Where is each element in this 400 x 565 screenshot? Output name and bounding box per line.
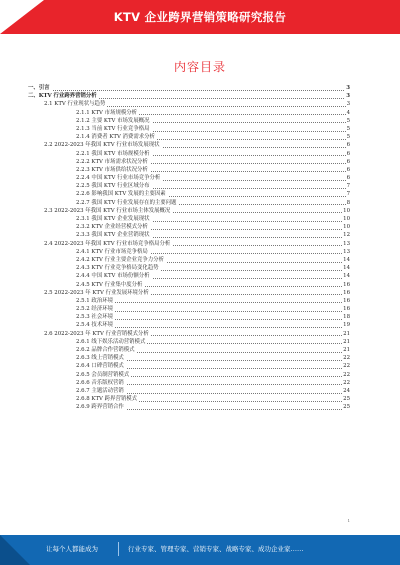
toc-entry[interactable] bbox=[28, 125, 350, 133]
toc-entry-label: 2.5 2022-2023 年 KTV 行业发展环境分析 bbox=[44, 289, 149, 296]
toc-entry-label: 2.6.5 会员制营销模式 bbox=[76, 371, 130, 378]
toc-entry-label: 2.5.3 社会环境 bbox=[76, 314, 113, 321]
toc-entry-label: 2.5.2 经济环境 bbox=[76, 306, 113, 313]
toc-entry[interactable] bbox=[28, 141, 350, 149]
toc-entry-label: 2.3.3 我国 KTV 企业营销现状 bbox=[76, 232, 150, 239]
toc-entry-page: 22 bbox=[343, 363, 350, 370]
toc-entry-label: 2.1 KTV 行业现状与趋势 bbox=[44, 101, 106, 108]
toc-entry-label: 2.2.3 KTV 市场供给状况分析 bbox=[76, 166, 148, 173]
toc-entry[interactable] bbox=[28, 264, 350, 272]
toc-leader-dots bbox=[76, 302, 350, 303]
toc-entry-page: 19 bbox=[343, 322, 350, 329]
toc-entry-label: 2.4.3 KTV 行业竞争格局变化趋势 bbox=[76, 265, 159, 272]
report-title: KTV 企业跨界营销策略研究报告 bbox=[113, 10, 287, 24]
toc-entry-label: 2.4.1 KTV 行业市场竞争格局 bbox=[76, 248, 148, 255]
toc-entry-page: 21 bbox=[343, 338, 350, 345]
toc-entry-label: 2.2.7 我国 KTV 行业发展存在的主要问题 bbox=[76, 199, 177, 206]
toc-entry-label: 2.3.1 我国 KTV 企业发展现状 bbox=[76, 216, 150, 222]
toc-entry-label: 2.4.5 KTV 行业集中度分析 bbox=[76, 281, 143, 288]
toc-entry[interactable] bbox=[28, 281, 350, 289]
toc-entry-page: 5 bbox=[346, 134, 350, 141]
toc-entry[interactable] bbox=[28, 305, 350, 313]
page-number: 1 bbox=[347, 518, 350, 523]
toc-entry-label: 2.2 2022-2023 年我国 KTV 行业市场发展现状 bbox=[44, 142, 160, 149]
toc-entry-page: 13 bbox=[343, 240, 350, 247]
toc-entry-label: 2.6 2022-2023 年 KTV 行业营销模式分析 bbox=[44, 330, 149, 337]
toc-entry[interactable] bbox=[28, 84, 350, 92]
toc-entry[interactable] bbox=[28, 240, 350, 248]
toc-entry-page: 16 bbox=[343, 297, 350, 304]
toc-entry-page: 6 bbox=[346, 175, 350, 182]
toc-entry-page: 3 bbox=[346, 101, 350, 108]
toc-entry-page: 3 bbox=[346, 85, 350, 91]
footer-divider bbox=[118, 542, 119, 556]
toc-entry-label: 2.3.2 KTV 企业经营模式分析 bbox=[76, 224, 148, 231]
toc-entry-label: 2.2.6 影响我国 KTV 发展的主要因素 bbox=[76, 191, 166, 198]
toc-entry-label: 2.2.2 KTV 市场需求状况分析 bbox=[76, 158, 148, 165]
toc-entry-page: 8 bbox=[346, 199, 350, 206]
toc-entry-page: 7 bbox=[346, 191, 350, 198]
toc-leader-dots bbox=[76, 327, 350, 328]
toc-entry[interactable] bbox=[28, 174, 350, 182]
toc-entry[interactable] bbox=[28, 289, 350, 297]
toc-entry-page: 12 bbox=[343, 232, 350, 239]
toc-entry[interactable] bbox=[28, 256, 350, 264]
toc-entry[interactable] bbox=[28, 313, 350, 321]
toc-entry[interactable] bbox=[28, 182, 350, 190]
toc-entry-page: 21 bbox=[343, 330, 350, 337]
toc-entry[interactable] bbox=[28, 158, 350, 166]
toc-entry-page: 3 bbox=[346, 93, 350, 100]
toc-entry-label: 2.3 2022-2023 年我国 KTV 行业市场主体发展概况 bbox=[44, 207, 171, 214]
toc-entry-label: 2.2.1 我国 KTV 市场规模分析 bbox=[76, 150, 150, 157]
toc-entry-page: 13 bbox=[343, 248, 350, 255]
toc-entry-label: 2.6.3 线上营销模式 bbox=[76, 355, 124, 362]
toc-entry[interactable] bbox=[28, 248, 350, 256]
toc-entry-label: 2.2.4 中国 KTV 行业市场竞争分析 bbox=[76, 175, 161, 182]
toc-entry-page: 6 bbox=[346, 158, 350, 165]
toc-entry-label: 2.6.8 KTV 跨界营销模式 bbox=[76, 396, 138, 403]
toc-entry[interactable] bbox=[28, 321, 350, 329]
toc-entry-page: 18 bbox=[343, 314, 350, 321]
toc-entry-label: 2.1.4 消费者 KTV 消费需求分析 bbox=[76, 134, 155, 141]
toc-entry[interactable] bbox=[28, 223, 350, 231]
toc-entry-page: 6 bbox=[346, 150, 350, 157]
toc-entry-label: 二、KTV 行业跨界营销分析 bbox=[28, 93, 97, 100]
toc-entry[interactable] bbox=[28, 338, 350, 346]
toc-entry-page: 25 bbox=[343, 396, 350, 403]
footer-corner-decoration bbox=[0, 535, 30, 565]
toc-leader-dots bbox=[76, 319, 350, 320]
toc-entry-page: 4 bbox=[346, 109, 350, 116]
toc-entry-page: 22 bbox=[343, 379, 350, 386]
toc-entry-page: 6 bbox=[346, 166, 350, 173]
toc-entry-page: 21 bbox=[343, 347, 350, 353]
toc-entry[interactable] bbox=[28, 109, 350, 117]
toc-leader-dots bbox=[76, 311, 350, 312]
toc-leader-dots bbox=[28, 90, 350, 91]
toc-entry[interactable] bbox=[28, 100, 350, 108]
toc-entry[interactable] bbox=[28, 231, 350, 239]
toc-entry-label: 2.6.2 品牌合作营销模式 bbox=[76, 347, 135, 353]
toc-entry-label: 2.4.2 KTV 行业主要企业竞争力分析 bbox=[76, 256, 164, 263]
toc-entry-label: 一、引言 bbox=[28, 85, 50, 91]
toc-entry-page: 10 bbox=[343, 216, 350, 222]
footer-slogan-left: 让每个人都能成为 bbox=[46, 545, 98, 553]
toc-entry-label: 2.1.1 KTV 市场规模分析 bbox=[76, 109, 138, 116]
toc-entry-label: 2.1.2 主要 KTV 市场发展概况 bbox=[76, 117, 150, 124]
toc-entry-page: 7 bbox=[346, 183, 350, 190]
footer-slogan-right: 行业专家、管理专家、营销专家、战略专家、成功企业家…… bbox=[128, 545, 304, 553]
toc-heading: 内容目录 bbox=[173, 60, 226, 74]
toc-entry-page: 14 bbox=[343, 265, 350, 272]
toc-entry[interactable] bbox=[28, 92, 350, 100]
toc-entry[interactable] bbox=[28, 207, 350, 215]
toc-entry[interactable] bbox=[28, 395, 350, 403]
toc-entry-page: 25 bbox=[343, 404, 350, 411]
toc-entry-page: 14 bbox=[343, 256, 350, 263]
table-of-contents bbox=[28, 84, 350, 412]
toc-entry-page: 5 bbox=[346, 117, 350, 124]
toc-entry-label: 2.2.5 我国 KTV 行业区域分布 bbox=[76, 183, 150, 190]
toc-entry-label: 2.6.4 口碑营销模式 bbox=[76, 363, 124, 370]
toc-entry[interactable] bbox=[28, 346, 350, 354]
toc-entry-label: 2.6.6 音乐版权营销 bbox=[76, 379, 124, 386]
toc-entry[interactable] bbox=[28, 354, 350, 362]
header-banner bbox=[0, 0, 400, 34]
toc-entry[interactable] bbox=[28, 362, 350, 370]
toc-entry-page: 10 bbox=[343, 224, 350, 231]
toc-entry[interactable] bbox=[28, 297, 350, 305]
toc-entry-label: 2.6.9 跨界营销合作 bbox=[76, 404, 124, 411]
toc-entry-label: 2.5.4 技术环境 bbox=[76, 322, 113, 329]
toc-entry[interactable] bbox=[28, 403, 350, 411]
toc-entry[interactable] bbox=[28, 150, 350, 158]
toc-entry[interactable] bbox=[28, 272, 350, 280]
toc-entry-page: 14 bbox=[343, 273, 350, 280]
toc-entry-page: 16 bbox=[343, 306, 350, 313]
toc-entry[interactable] bbox=[28, 371, 350, 379]
toc-entry-page: 22 bbox=[343, 355, 350, 362]
toc-entry-label: 2.6.7 主题活动营销 bbox=[76, 387, 124, 394]
toc-entry-label: 2.1.3 当前 KTV 行业竞争格局 bbox=[76, 125, 150, 132]
toc-entry-page: 5 bbox=[346, 125, 350, 132]
toc-entry-label: 2.6.1 线下娱乐活动营销模式 bbox=[76, 338, 146, 345]
toc-entry-page: 16 bbox=[343, 281, 350, 288]
toc-entry[interactable] bbox=[28, 379, 350, 387]
toc-entry[interactable] bbox=[28, 387, 350, 395]
toc-entry[interactable] bbox=[28, 190, 350, 198]
toc-entry-label: 2.4.4 中国 KTV 市场份额分析 bbox=[76, 273, 150, 280]
toc-entry-page: 10 bbox=[343, 207, 350, 214]
toc-entry[interactable] bbox=[28, 117, 350, 125]
toc-entry[interactable] bbox=[28, 199, 350, 207]
toc-entry-page: 16 bbox=[343, 289, 350, 296]
toc-entry-page: 24 bbox=[343, 387, 350, 394]
toc-entry[interactable] bbox=[28, 215, 350, 223]
footer-banner bbox=[0, 535, 400, 565]
toc-entry[interactable] bbox=[28, 166, 350, 174]
toc-entry[interactable] bbox=[28, 330, 350, 338]
toc-entry[interactable] bbox=[28, 133, 350, 141]
toc-entry-label: 2.4 2022-2023 年我国 KTV 行业市场竞争格局分析 bbox=[44, 240, 171, 247]
toc-entry-label: 2.5.1 政治环境 bbox=[76, 297, 113, 304]
toc-entry-page: 6 bbox=[346, 142, 350, 149]
toc-entry-page: 22 bbox=[343, 371, 350, 378]
